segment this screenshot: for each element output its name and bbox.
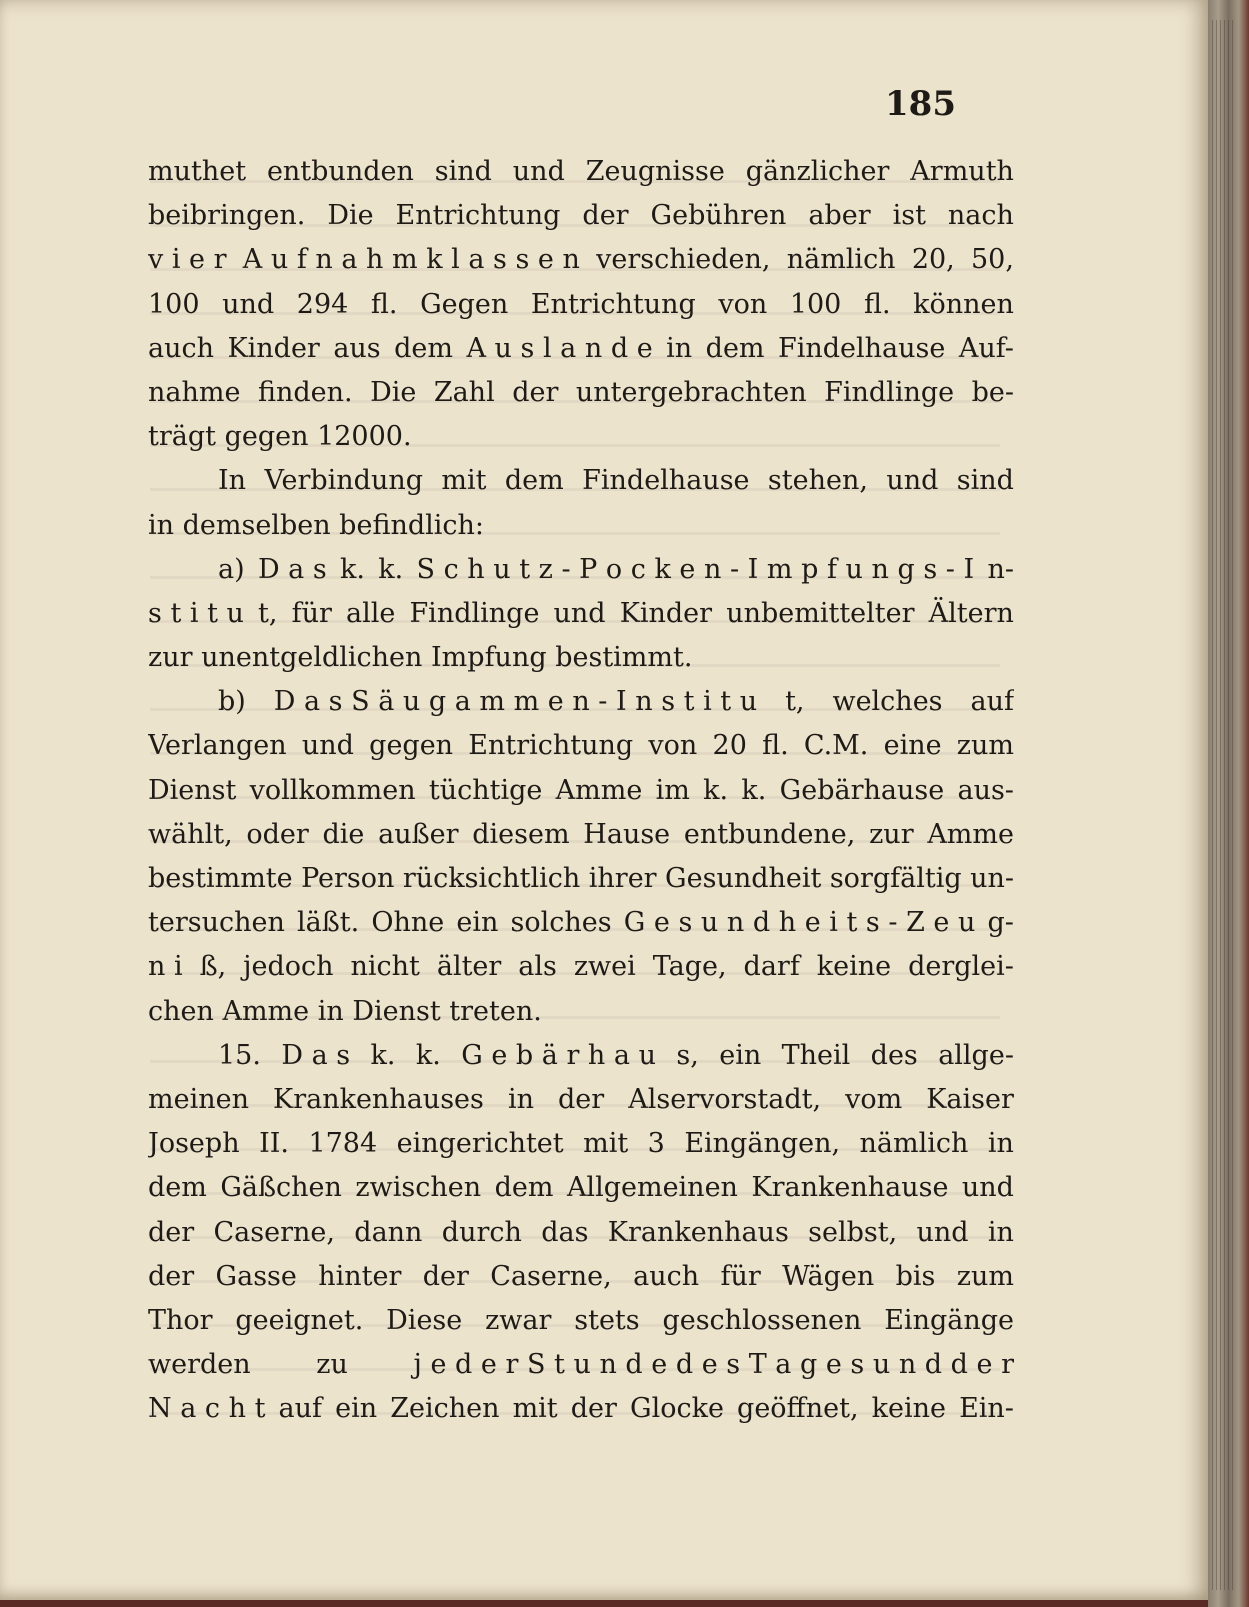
text-line: beibringen. Die Entrichtung der Gebühren aber ist nach: [148, 200, 1014, 232]
text-line: In Verbindung mit dem Findelhause stehen, und sind: [218, 465, 1014, 497]
page-number: 185: [885, 84, 956, 124]
text-line: b) D a s S ä u g a m m e n - I n s t i t u t, welches auf: [218, 686, 1014, 718]
text-line: a) D a s k. k. S c h u t z - P o c k e n - I m p f u n g s - I n-: [218, 553, 1014, 585]
body-text: [148, 150, 1014, 1431]
text-line: nahme finden. Die Zahl der untergebrachten Findlinge be-: [148, 376, 1014, 408]
text-line: chen Amme in Dienst treten.: [148, 995, 542, 1027]
text-line: Verlangen und gegen Entrichtung von 20 fl. C.M. eine zum: [148, 730, 1014, 762]
text-line: werden zu j e d e r S t u n d e d e s T a g e s u n d d e r: [148, 1349, 1014, 1381]
text-line: v i e r A u f n a h m k l a s s e n verschieden, nämlich 20, 50,: [148, 244, 1014, 276]
text-line: wählt, oder die außer diesem Hause entbundene, zur Amme: [148, 818, 1014, 850]
text-line: Dienst vollkommen tüchtige Amme im k. k. Gebärhause aus-: [148, 774, 1014, 806]
text-line: n i ß, jedoch nicht älter als zwei Tage, darf keine derglei-: [148, 951, 1014, 983]
page-edge-lines: [1212, 20, 1234, 1590]
text-line: der Caserne, dann durch das Krankenhaus selbst, und in: [148, 1216, 1014, 1248]
text-line: der Gasse hinter der Caserne, auch für Wägen bis zum: [148, 1260, 1014, 1292]
text-line: meinen Krankenhauses in der Alservorstadt, vom Kaiser: [148, 1083, 1014, 1115]
text-line: N a c h t auf ein Zeichen mit der Glocke geöffnet, keine Ein-: [148, 1393, 1014, 1425]
text-line: auch Kinder aus dem A u s l a n d e in dem Findelhause Auf-: [148, 332, 1014, 364]
text-line: s t i t u t, für alle Findlinge und Kinder unbemittelter Ältern: [148, 597, 1014, 629]
text-line: trägt gegen 12000.: [148, 421, 412, 453]
text-line: muthet entbunden sind und Zeugnisse gänzlicher Armuth: [148, 156, 1014, 187]
text-line: in demselben befindlich:: [148, 509, 484, 541]
text-line: zur unentgeldlichen Impfung bestimmt.: [148, 642, 693, 674]
text-line: bestimmte Person rücksichtlich ihrer Gesundheit sorgfältig un-: [148, 863, 1014, 894]
text-line: dem Gäßchen zwischen dem Allgemeinen Krankenhause und: [148, 1172, 1014, 1204]
text-line: Thor geeignet. Diese zwar stets geschlossenen Eingänge: [148, 1304, 1014, 1336]
text-line: 15. D a s k. k. G e b ä r h a u s, ein Theil des allge-: [218, 1039, 1014, 1071]
text-line: tersuchen läßt. Ohne ein solches G e s u n d h e i t s - Z e u g-: [148, 907, 1014, 939]
text-line: 100 und 294 fl. Gegen Entrichtung von 100 fl. können: [148, 288, 1014, 320]
text-line: Joseph II. 1784 eingerichtet mit 3 Eingängen, nämlich in: [148, 1128, 1014, 1160]
